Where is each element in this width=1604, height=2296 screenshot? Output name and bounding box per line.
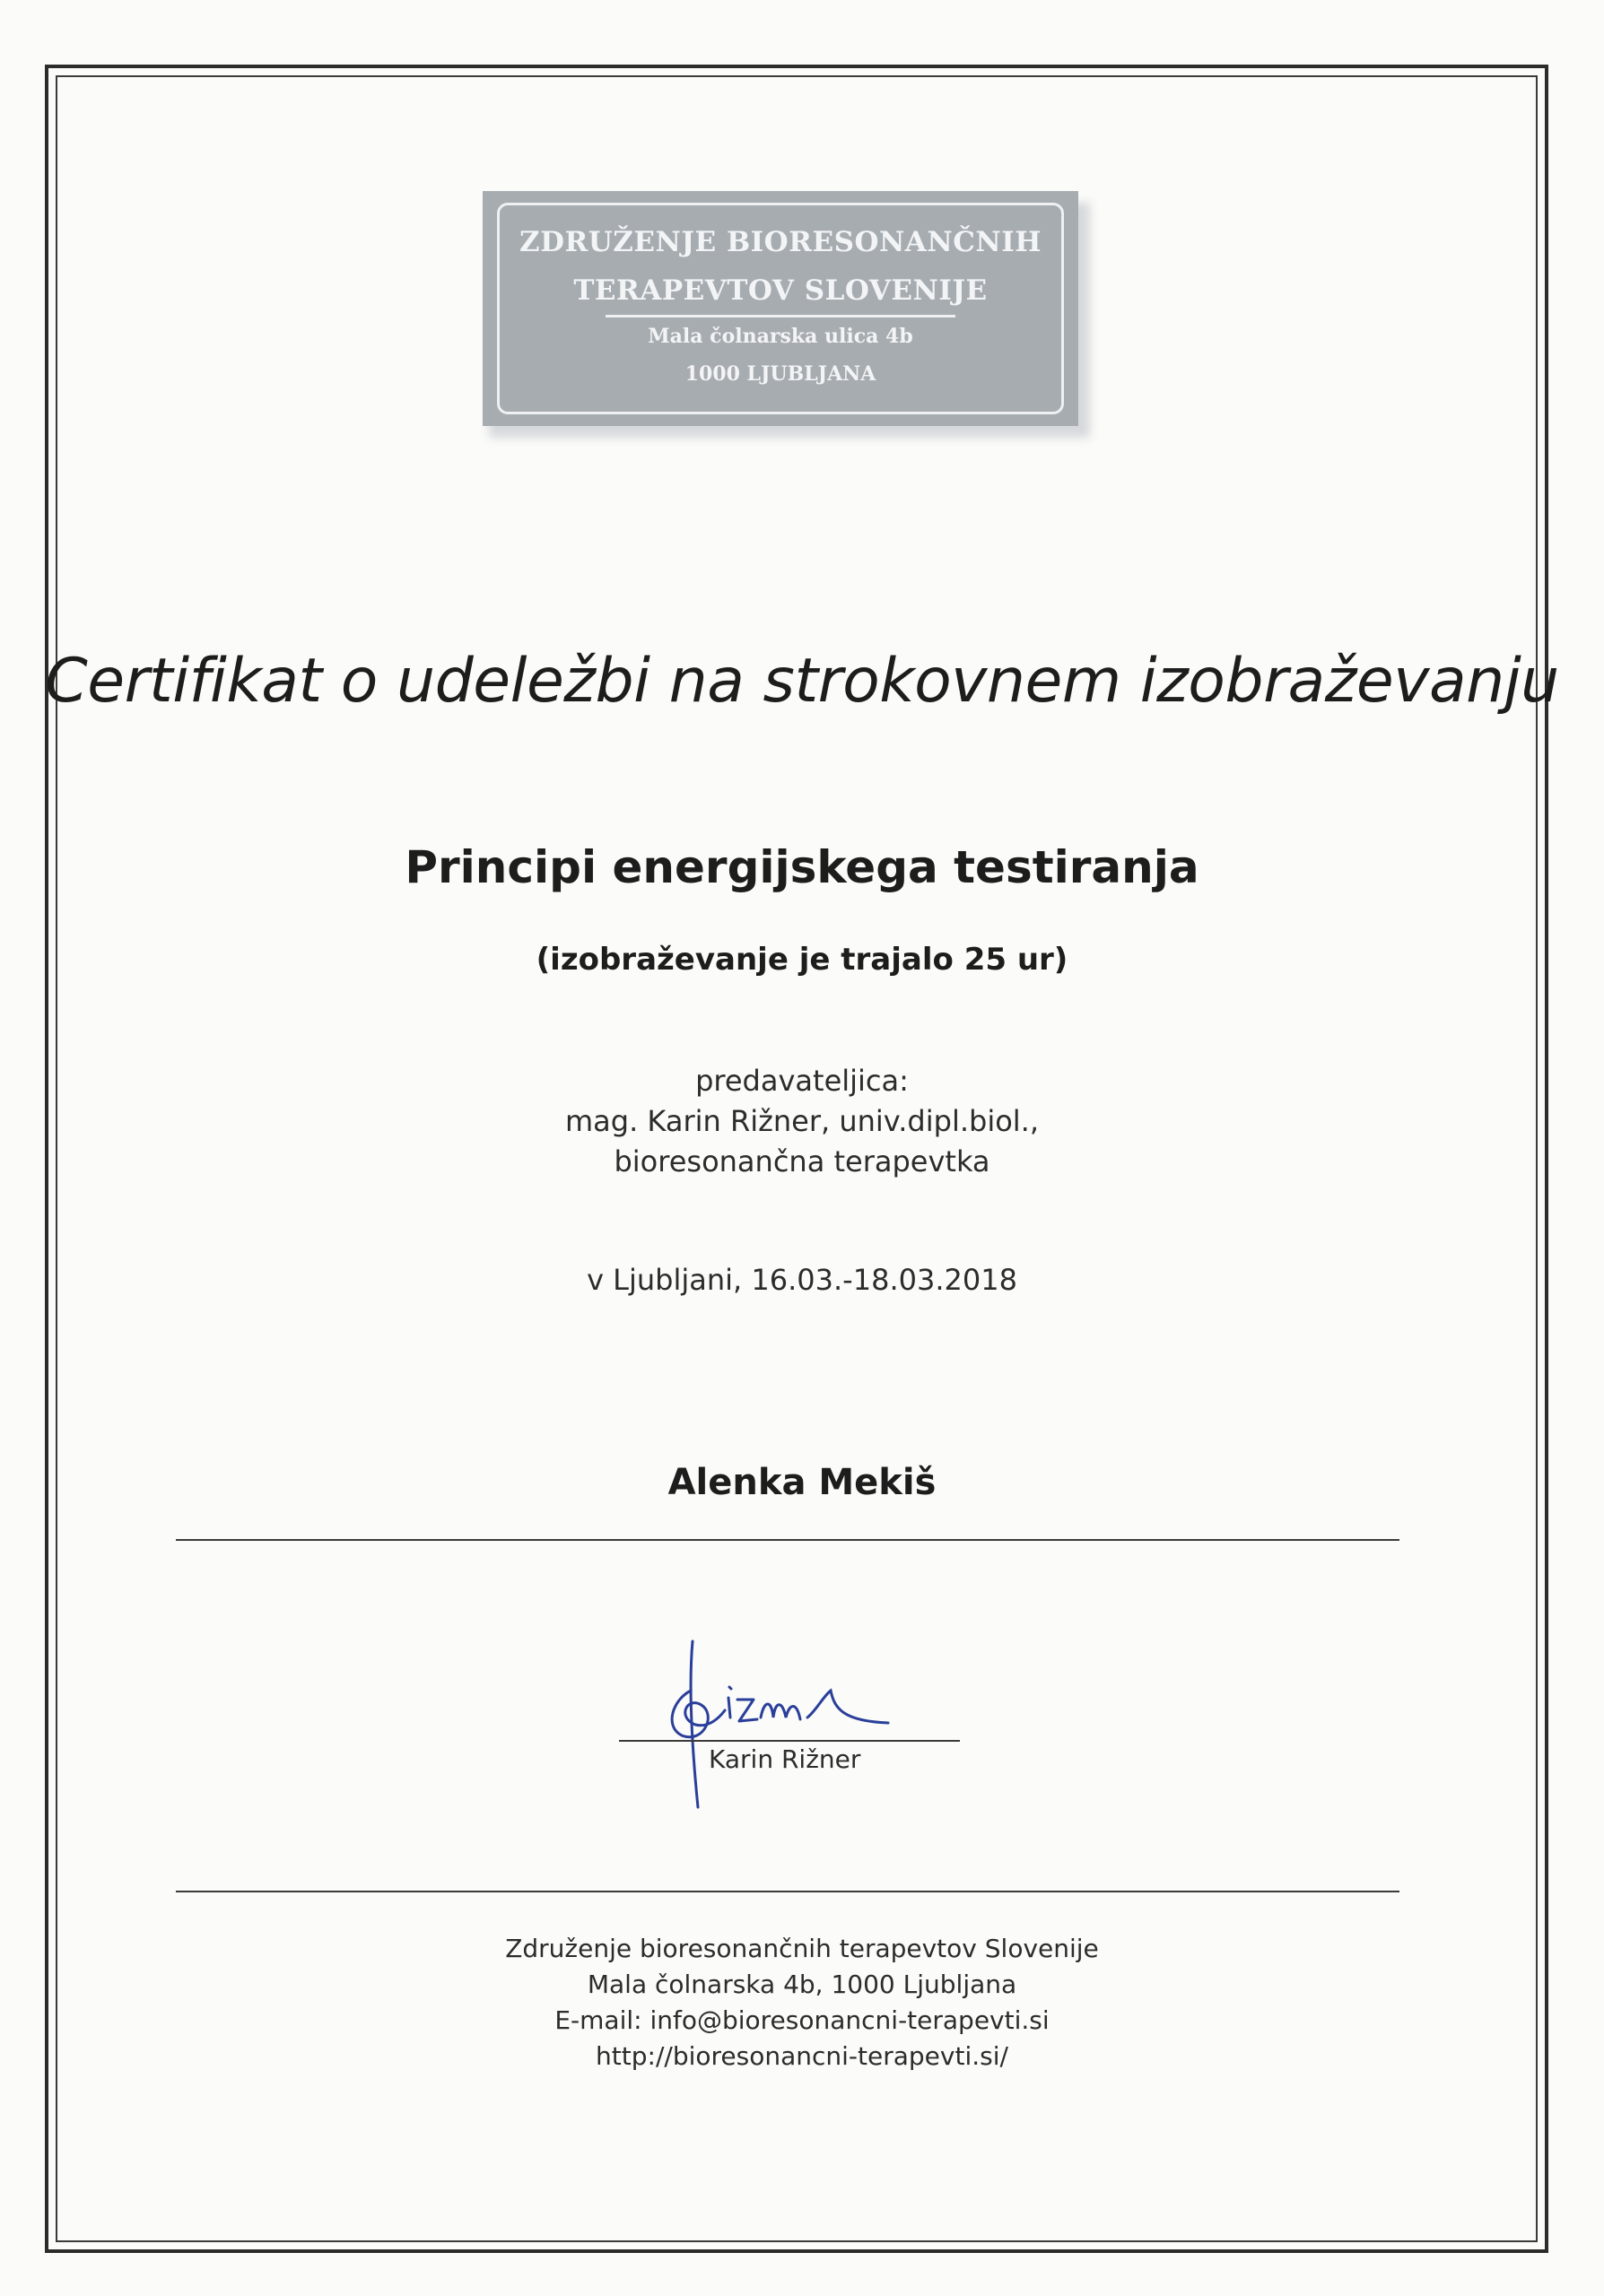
footer-contact [0,1931,1604,2074]
recipient-name: Alenka Mekiš [667,1462,937,1503]
stamp-line-4: 1000 LJUBLJANA [684,362,876,386]
handwritten-signature [655,1628,942,1816]
lecturer-block [0,1061,1604,1182]
lecturer-label: predavateljica: [695,1064,909,1098]
signature-line [619,1740,960,1742]
course-name: Principi energijskega testiranja [405,841,1199,893]
lecturer-title: bioresonančna terapevtka [614,1144,990,1178]
stamp-frame [497,203,1064,414]
footer-divider [176,1891,1399,1892]
certificate-title: Certifikat o udeležbi na strokovnem izobraževanju [45,646,1559,717]
place-and-date: v Ljubljani, 16.03.-18.03.2018 [587,1263,1017,1297]
signer-name: Karin Rižner [709,1744,861,1774]
footer-email: E-mail: info@bioresonancni-terapevti.si [554,2005,1050,2035]
footer-organization: Združenje bioresonančnih terapevtov Slovenije [505,1934,1099,1963]
course-duration: (izobraževanje je trajalo 25 ur) [536,942,1068,978]
footer-website: http://bioresonancni-terapevti.si/ [596,2041,1008,2071]
lecturer-name: mag. Karin Rižner, univ.dipl.biol., [564,1104,1040,1138]
stamp-line-1: ZDRUŽENJE BIORESONANČNIH [519,226,1042,258]
stamp-line-3: Mala čolnarska ulica 4b [648,325,913,348]
recipient-divider [176,1539,1399,1541]
footer-address: Mala čolnarska 4b, 1000 Ljubljana [587,1970,1017,1999]
stamp-line-2: TERAPEVTOV SLOVENIJE [573,274,988,307]
organization-stamp [483,191,1078,426]
